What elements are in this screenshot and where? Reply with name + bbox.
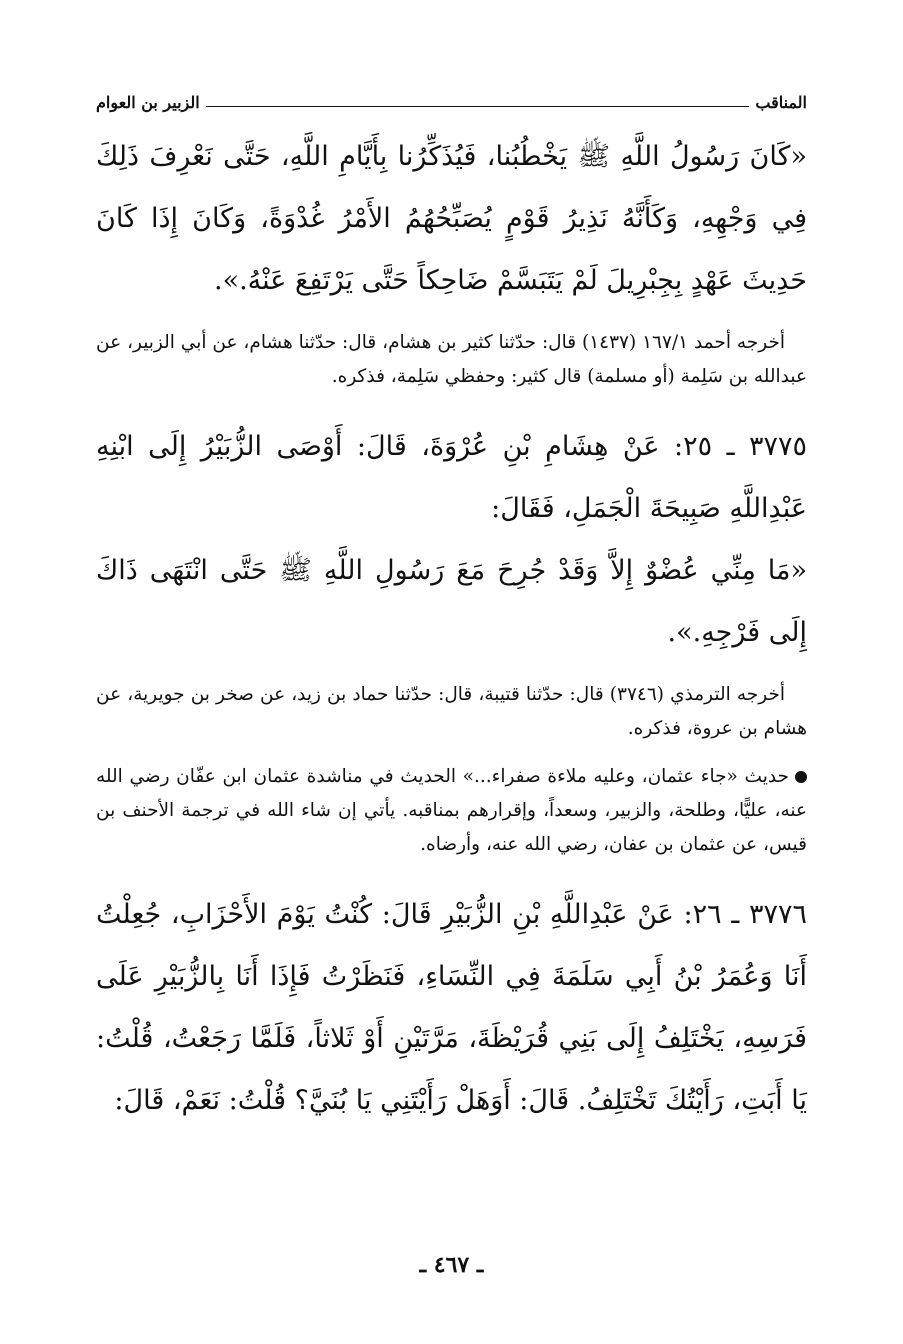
hadith-text: «كَانَ رَسُولُ اللَّهِ ﷺ يَخْطُبُنا، فَيُذَكِّرُنا بِأَيَّامِ اللَّهِ، حَتَّى نَعْرِفَ ذَلِكَ فِي وَجْهِهِ، وَكَأَنَّهُ نَذِيرُ قَوْمٍ يُصَبِّحُهُمُ الأَمْرُ غُدْوَةً، وَكَانَ إِذَا كَانَ حَدِيثَ عَهْدٍ بِجِبْرِيلَ لَمْ يَتَبَسَّمْ ضَاحِكاً حَتَّى يَرْتَفِعَ عَنْهُ.». — [96, 141, 807, 296]
header-section-title: المناقب — [755, 93, 807, 112]
running-header — [96, 86, 807, 112]
header-rule — [206, 106, 750, 107]
hadith-heading: ٣٧٧٥ ـ ٢٥: عَنْ هِشَامِ بْنِ عُرْوَةَ، قَالَ: أَوْصَى الزُّبَيْرُ إِلَى ابْنِهِ عَبْدِاللَّهِ صَبِيحَةَ الْجَمَلِ، فَقَالَ: — [96, 431, 808, 524]
header-chapter-title: الزبير بن العوام — [96, 93, 200, 112]
takhrij-note: أخرجه الترمذي (٣٧٤٦) قال: حدّثنا قتيبة، قال: حدّثنا حماد بن زيد، عن صخر بن جويرية، عن هشام بن عروة، فذكره. — [96, 684, 807, 739]
hadith-text: «مَا مِنِّي عُضْوٌ إِلاَّ وَقَدْ جُرِحَ مَعَ رَسُولِ اللَّهِ ﷺ حَتَّى انْتَهَى ذَاكَ إِلَى فَرْجِهِ.». — [96, 555, 807, 648]
cross-reference-text: حديث «جاء عثمان، وعليه ملاءة صفراء...» الحديث في مناشدة عثمان ابن عفّان رضي الله عنه، عليًّا، وطلحة، والزبير، وسعداً، وإقرارهم بمناقبه. يأتي إن شاء الله في ترجمة الأحنف بن قيس، عن عثمان بن عفان، رضي الله عنه، وأرضاه. — [96, 766, 807, 855]
hadith-text: ٣٧٧٦ ـ ٢٦: عَنْ عَبْدِاللَّهِ بْنِ الزُّبَيْرِ قَالَ: كُنْتُ يَوْمَ الأَحْزَابِ، جُعِلْتُ أَنَا وَعُمَرُ بْنُ أَبِي سَلَمَةَ فِي النِّسَاءِ، فَنَظَرْتُ فَإِذَا أَنَا بِالزُّبَيْرِ عَلَى فَرَسِهِ، يَخْتَلِفُ إِلَى بَنِي قُرَيْظَةَ، مَرَّتَيْنِ أَوْ ثَلاثاً، فَلَمَّا رَجَعْتُ، قُلْتُ: يَا أَبَتِ، رَأَيْتُكَ تَخْتَلِفُ. قَالَ: أَوَهَلْ رَأَيْتَنِي يَا بُنَيَّ؟ قُلْتُ: نَعَمْ، قَالَ: — [96, 899, 807, 1116]
page-body — [96, 126, 807, 1132]
bullet-icon — [795, 771, 807, 783]
takhrij-note: أخرجه أحمد ١٦٧/١ (١٤٣٧) قال: حدّثنا كثير بن هشام، قال: حدّثنا هشام، عن أبي الزبير، عن عبدالله بن سَلِمة (أو مسلمة) قال كثير: وحفظي سَلِمة، فذكره. — [96, 332, 807, 387]
page-number: ـ ٤٦٧ ـ — [419, 1252, 484, 1278]
cross-reference-note — [96, 760, 807, 862]
